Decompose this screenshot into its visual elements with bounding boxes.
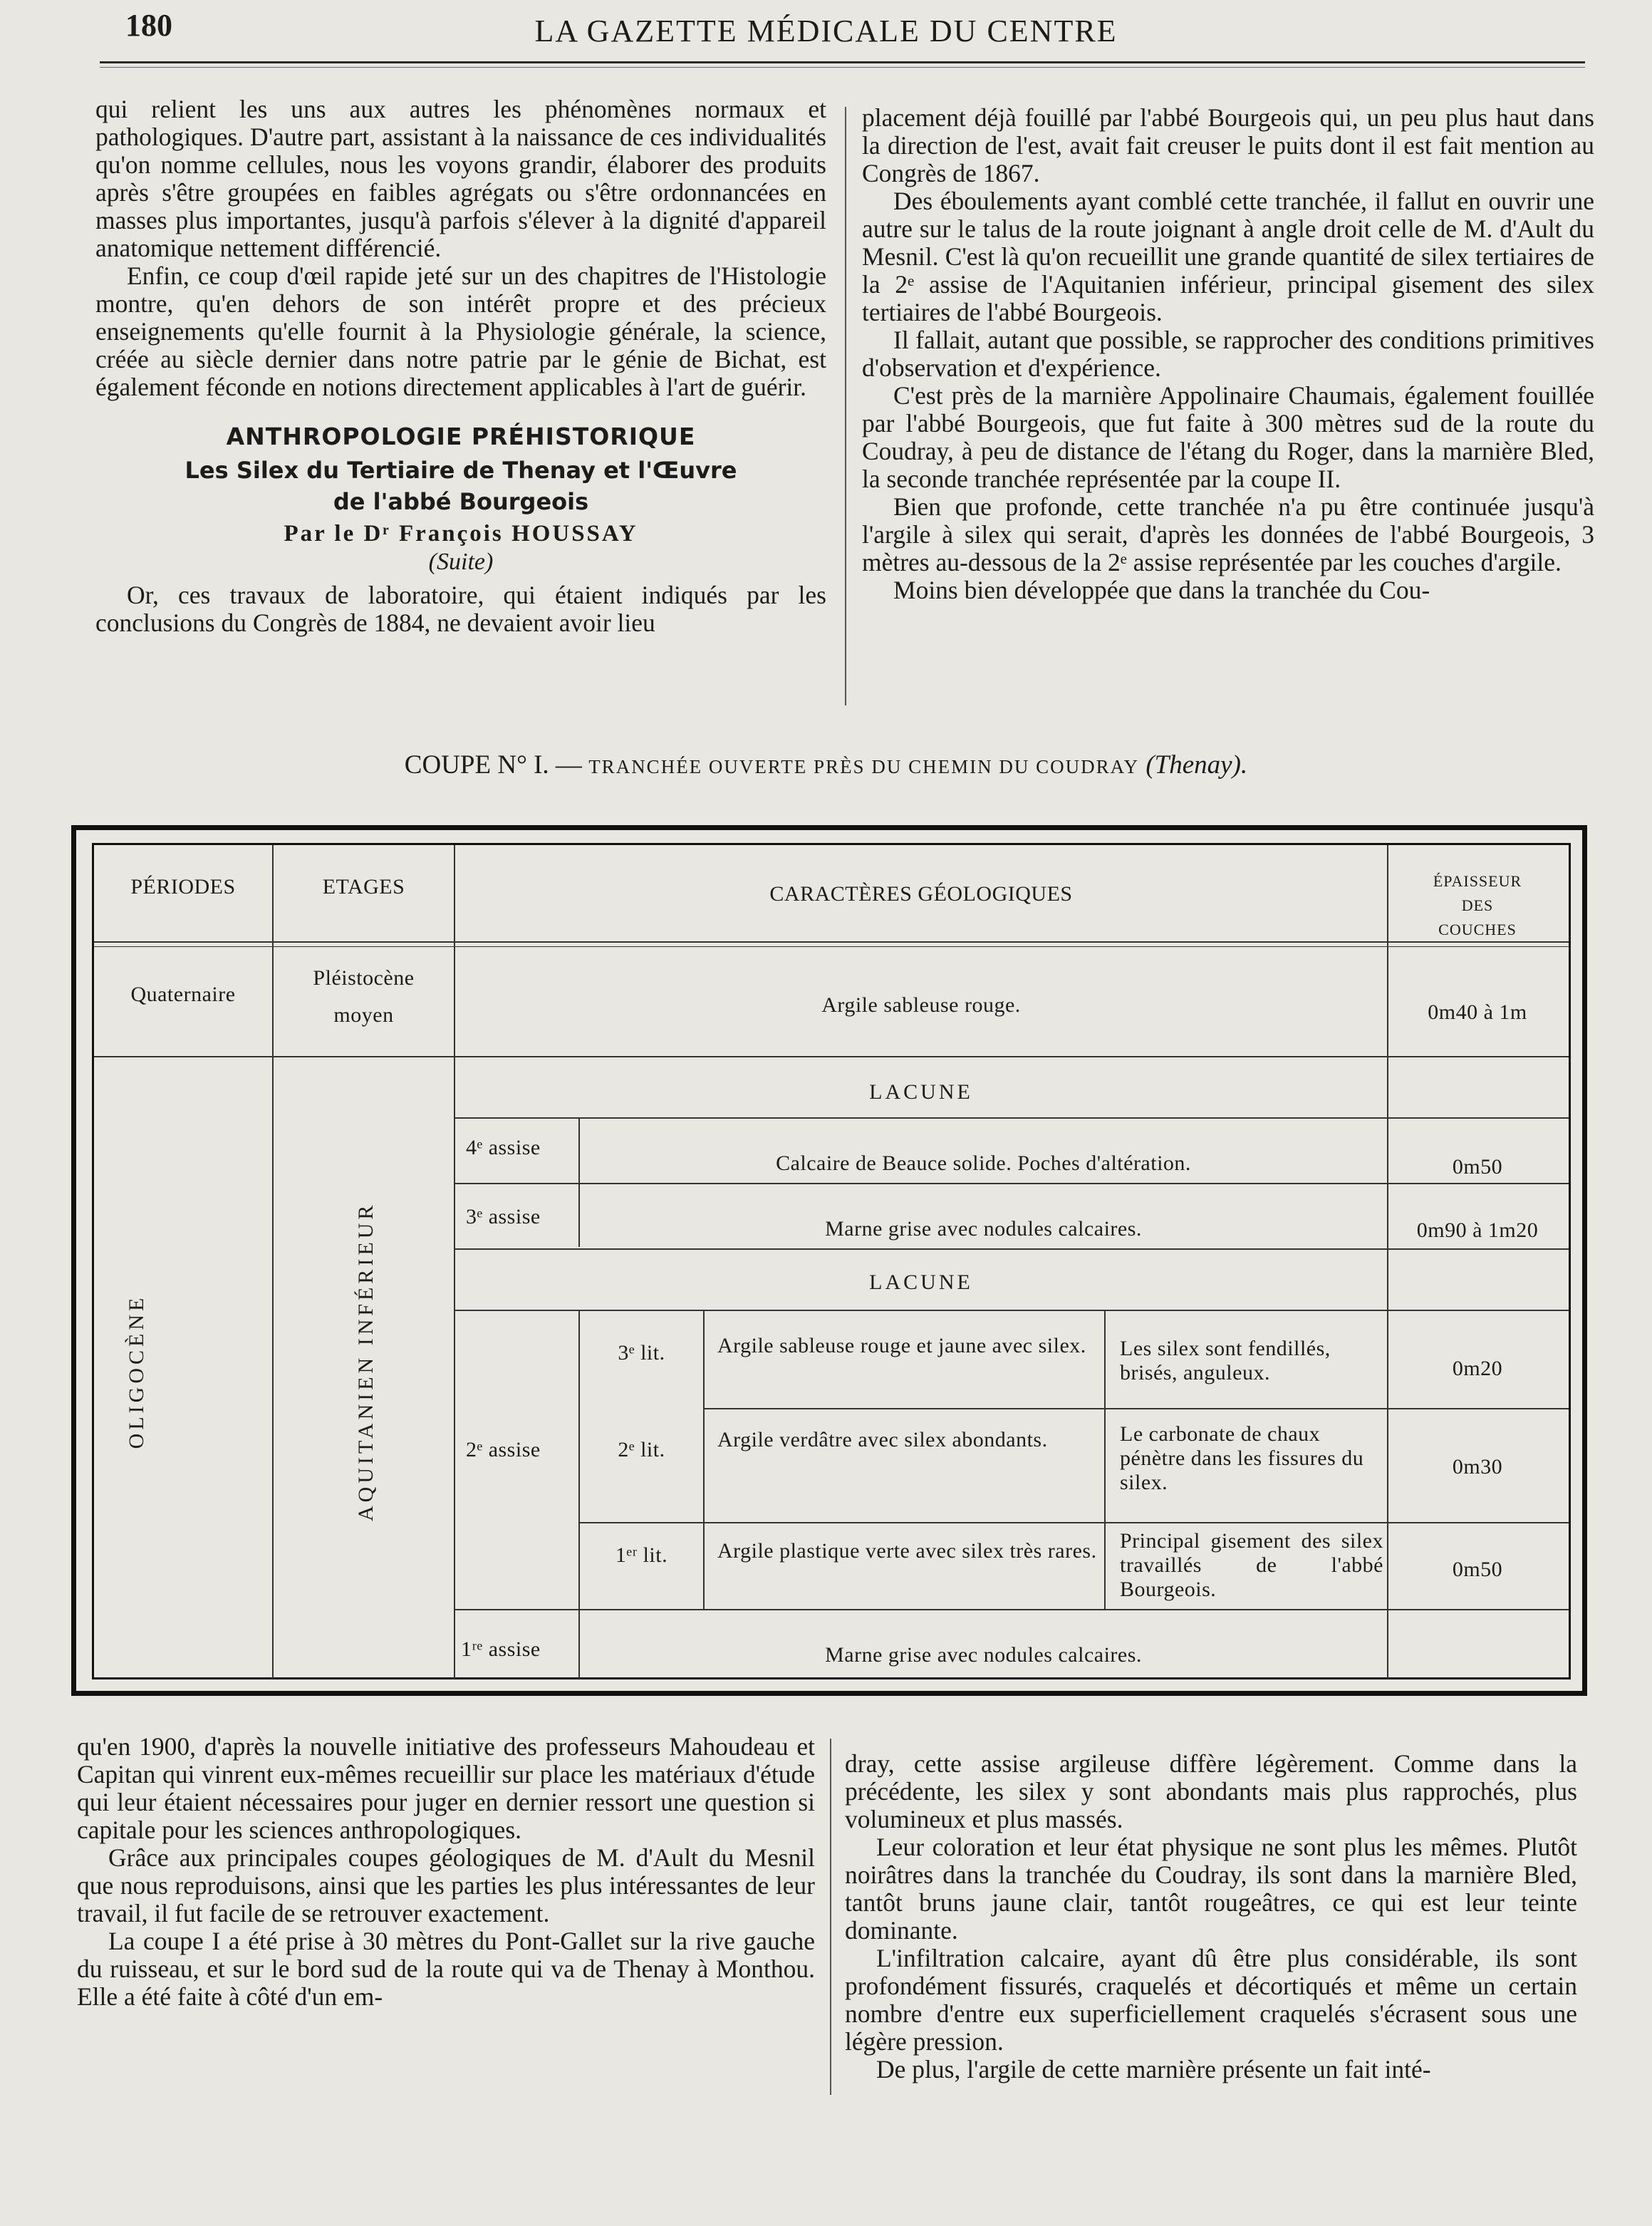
right-column-top — [862, 104, 1594, 604]
page-number: 180 — [125, 8, 172, 43]
assise-1-caractere: Marne grise avec nodules calcaires. — [825, 1643, 1142, 1667]
paragraph: Des éboulements ayant comblé cette tranchée, il fallut en ouvrir une autre sur le talus de la route joignant à angle droit celle de M. d'Ault du Mesnil. C'est là qu'on recueillit une grande quantité de silex tertiaires de la 2ᵉ assise de l'Aquitanien inférieur, principal gisement des silex tertiaires de l'abbé Bourgeois. — [862, 187, 1594, 326]
article-title-line-2: de l'abbé Bourgeois — [333, 488, 589, 515]
assise-2-label: 2ᵉ assise — [466, 1438, 541, 1461]
paragraph: C'est près de la marnière Appolinaire Chaumais, également fouillée par l'abbé Bourgeois, que fut faite à 300 mètres sud de la route du Coudray, à peu de distance de l'étang du Roger, dans la marnière Bled, la seconde tranchée représentée par la coupe II. — [862, 381, 1594, 493]
lit-2-epaisseur: 0m30 — [1452, 1455, 1503, 1479]
header-rule — [100, 61, 1585, 63]
paragraph: Enfin, ce coup d'œil rapide jeté sur un des chapitres de l'Histologie montre, qu'en dehors de son intérêt propre et des précieux enseignements qu'elle fournit à la Physiologie générale, la science, créée au siècle dernier dans notre patrie par le génie de Bichat, est également féconde en notions directement applicables à l'art de guérir. — [95, 262, 826, 401]
assise-1-label: 1ʳᵉ assise — [461, 1637, 541, 1661]
lit-3-caractere: Argile sableuse rouge et jaune avec silex. — [717, 1334, 1086, 1357]
paragraph: qu'en 1900, d'après la nouvelle initiative des professeurs Mahoudeau et Capitan qui vinrent eux-mêmes recueillir sur place les matériaux d'étude qui leur étaient nécessaires pour juger en dernier ressort une question si capitale pour les sciences anthropologiques. — [77, 1732, 815, 1844]
assise-4-epaisseur: 0m50 — [1452, 1155, 1503, 1179]
lit-1-note: Principal gisement des silex travaillés de l'abbé Bourgeois. — [1120, 1529, 1383, 1601]
paragraph: placement déjà fouillé par l'abbé Bourgeois qui, un peu plus haut dans la direction de l'est, avait fait creuser le puits dont il est fait mention au Congrès de 1867. — [862, 103, 1594, 187]
etage-moyen: moyen — [333, 1003, 394, 1027]
lit-3-label: 3ᵉ lit. — [618, 1341, 665, 1365]
paragraph: Grâce aux principales coupes géologiques de M. d'Ault du Mesnil que nous reproduisons, ainsi que les parties les plus intéressantes de leur travail, il fut facile de se retrouver exactement. — [77, 1843, 815, 1927]
etage-pleistocene: Pléistocène — [313, 966, 415, 990]
author-byline: Par le Dʳ François HOUSSAY — [284, 521, 638, 547]
column-divider — [845, 107, 846, 705]
header-rule-thin — [100, 67, 1585, 68]
paragraph: De plus, l'argile de cette marnière présente un fait inté- — [876, 2055, 1431, 2083]
lit-1-label: 1ᵉʳ lit. — [615, 1543, 668, 1567]
paragraph: Or, ces travaux de laboratoire, qui étaient indiqués par les conclusions du Congrès de 1884, ne devaient avoir lieu — [95, 581, 826, 637]
lacune-1: LACUNE — [869, 1080, 973, 1104]
lit-2-caractere: Argile verdâtre avec silex abondants. — [717, 1428, 1048, 1451]
paragraph: Moins bien développée que dans la tranchée du Cou- — [893, 576, 1430, 604]
assise-4-label: 4ᵉ assise — [466, 1136, 541, 1159]
lit-2-label: 2ᵉ lit. — [618, 1438, 665, 1461]
geological-section-table — [71, 825, 1587, 1696]
paragraph: L'infiltration calcaire, ayant dû être plus considérable, ils sont profondément fissurés, craquelés et décortiqués et même un certain nombre d'entre eux superficiellement craquelés s'écrasent sous une légère pression. — [845, 1944, 1577, 2056]
periode-quaternaire: Quaternaire — [130, 983, 236, 1006]
article-title-line-1: Les Silex du Tertiaire de Thenay et l'Œuvre — [185, 457, 737, 484]
lit-1-caractere: Argile plastique verte avec silex très rares. — [717, 1539, 1097, 1563]
assise-3-label: 3ᵉ assise — [466, 1205, 541, 1228]
assise-3-caractere: Marne grise avec nodules calcaires. — [825, 1217, 1142, 1241]
assise-4-caractere: Calcaire de Beauce solide. Poches d'altération. — [776, 1151, 1191, 1175]
left-column-bottom — [77, 1733, 815, 2011]
section-title: ANTHROPOLOGIE PRÉHISTORIQUE — [226, 423, 696, 450]
continuation-note: (Suite) — [428, 549, 494, 575]
figure-caption: COUPE N° I. — TRANCHÉE OUVERTE PRÈS DU CHEMIN DU COUDRAY (Thenay). — [404, 750, 1248, 780]
header-etages: ETAGES — [322, 875, 405, 899]
header-epaisseur: ÉPAISSEUR DES COUCHES — [1433, 872, 1522, 938]
header-caracteres: CARACTÈRES GÉOLOGIQUES — [769, 882, 1073, 906]
caractere-quaternaire: Argile sableuse rouge. — [821, 993, 1021, 1017]
assise-3-epaisseur: 0m90 à 1m20 — [1416, 1218, 1539, 1242]
column-divider — [830, 1739, 831, 2095]
journal-title: LA GAZETTE MÉDICALE DU CENTRE — [534, 14, 1118, 48]
table-inner-frame — [92, 843, 1571, 1679]
paragraph: La coupe I a été prise à 30 mètres du Pont-Gallet sur la rive gauche du ruisseau, et sur le bord sud de la route qui va de Thenay à Monthou. Elle a été faite à côté d'un em- — [77, 1927, 815, 2011]
etage-aquitanien-inferieur: AQUITANIEN INFÉRIEUR — [354, 1201, 378, 1521]
paragraph: Bien que profonde, cette tranchée n'a pu être continuée jusqu'à l'argile à silex qui serait, d'après les données de l'abbé Bourgeois, 3 mètres au-dessous de la 2ᵉ assise représentée par les couches d'argile. — [862, 492, 1594, 576]
paragraph: Leur coloration et leur état physique ne sont plus les mêmes. Plutôt noirâtres dans la tranchée du Coudray, ils sont dans la marnière Bled, tantôt bruns jaune clair, tantôt rougeâtres, ce qui est leur teinte dominante. — [845, 1833, 1577, 1945]
paragraph: dray, cette assise argileuse diffère légèrement. Comme dans la précédente, les silex y sont abondants mais plus rapprochés, plus volumineux et plus massés. — [845, 1749, 1577, 1833]
lit-3-epaisseur: 0m20 — [1452, 1357, 1503, 1380]
periode-oligocene: OLIGOCÈNE — [125, 1294, 148, 1449]
epaisseur-quaternaire: 0m40 à 1m — [1428, 1000, 1527, 1024]
paragraph: qui relient les uns aux autres les phénomènes normaux et pathologiques. D'autre part, assistant à la naissance de ces individualités qu'on nomme cellules, nous les voyons grandir, élaborer des produits après s'être groupées en faibles agrégats ou s'être ordonnancées en masses plus importantes, jusqu'à parfois s'élever à la dignité d'appareil anatomique nettement différencié. — [95, 95, 826, 262]
lit-2-note: Le carbonate de chaux pénètre dans les fissures du silex. — [1120, 1422, 1364, 1494]
lacune-2: LACUNE — [869, 1270, 973, 1294]
lit-1-epaisseur: 0m50 — [1452, 1558, 1503, 1581]
right-column-bottom — [845, 1750, 1577, 2083]
header-periodes: PÉRIODES — [130, 875, 236, 899]
paragraph: Il fallait, autant que possible, se rapprocher des conditions primitives d'observation et d'expérience. — [862, 326, 1594, 382]
lit-3-note: Les silex sont fendillés, brisés, anguleux. — [1120, 1337, 1331, 1384]
left-column-top — [95, 95, 826, 637]
